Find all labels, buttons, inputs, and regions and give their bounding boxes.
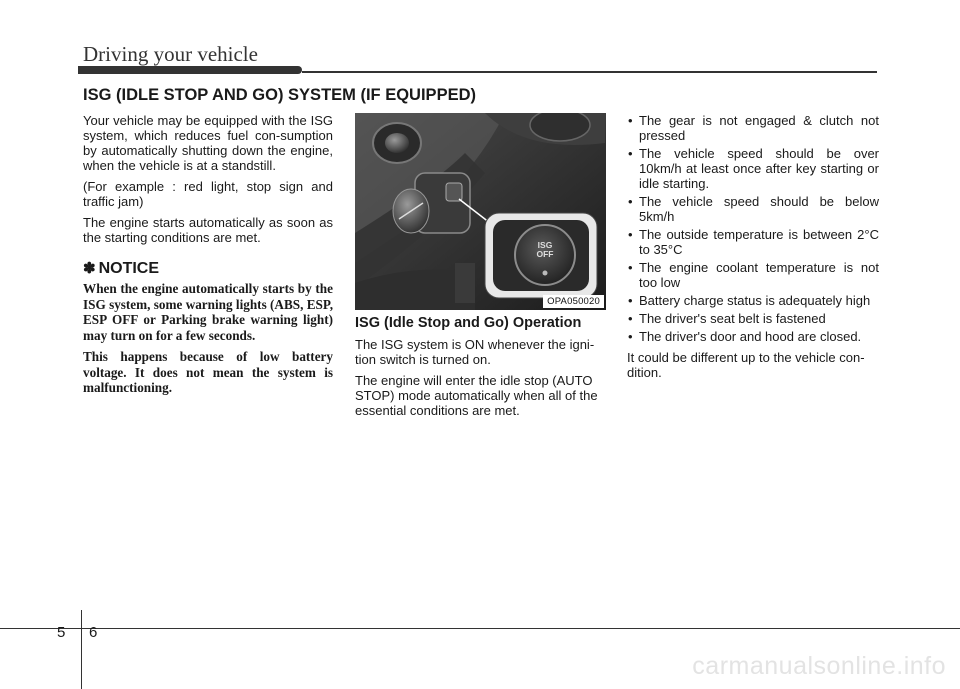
list-item: • The gear is not engaged & clutch not pressed [627, 113, 879, 143]
operation-paragraph-1: The ISG system is ON whenever the igni-tion switch is turned on. [355, 337, 595, 367]
header-bar [78, 66, 302, 74]
isg-switch-figure [355, 113, 606, 310]
chapter-number: 5 [57, 624, 66, 641]
list-item: • The engine coolant temperature is not too low [627, 260, 879, 290]
list-item: • Battery charge status is adequately high [627, 293, 879, 308]
isg-off-button [527, 241, 563, 259]
middle-column [355, 316, 605, 424]
left-column [83, 113, 333, 402]
example-paragraph: (For example : red light, stop sign and traffic jam) [83, 179, 333, 209]
list-item: • The vehicle speed should be below 5km/h [627, 194, 879, 224]
closing-paragraph: It could be different up to the vehicle con-dition. [627, 350, 865, 380]
right-column [627, 113, 879, 386]
notice-body-1: When the engine automatically starts by the ISG system, some warning lights (ABS, ESP, ESP OFF or Parking brake warning light) may turn on for a few seconds. [83, 281, 333, 343]
restart-paragraph: The engine starts automatically as soon as the starting conditions are met. [83, 215, 333, 245]
page-number: 6 [89, 624, 98, 641]
list-item: • The vehicle speed should be over 10km/h at least once after key starting or idle starting. [627, 146, 879, 191]
notice-title: NOTICE [98, 260, 160, 277]
conditions-list [627, 113, 879, 344]
section-title: ISG (IDLE STOP AND GO) SYSTEM (IF EQUIPPED) [83, 86, 476, 104]
operation-paragraph-2: The engine will enter the idle stop (AUTO STOP) mode automatically when all of the essential conditions are met. [355, 373, 598, 418]
intro-paragraph: Your vehicle may be equipped with the ISG system, which reduces fuel con-sumption by automatically shutting down the engine, when the vehicle is at a standstill. [83, 113, 333, 173]
list-item: • The driver's seat belt is fastened [627, 311, 879, 326]
notice-body-2: This happens because of low battery voltage. It does not mean the system is malfunctioning. [83, 349, 333, 395]
header-title: Driving your vehicle [83, 42, 258, 66]
figure-caption: OPA050020 [543, 295, 604, 308]
watermark: carmanualsonline.info [692, 652, 946, 680]
dashboard-illustration [355, 113, 606, 310]
header-rule [302, 71, 877, 73]
isg-button-label-2: OFF [536, 249, 554, 259]
footer-vertical-rule [81, 610, 82, 689]
list-item: • The driver's door and hood are closed. [627, 329, 879, 344]
footer-horizontal-rule [0, 628, 960, 629]
isg-button-label-1: ISG [537, 240, 553, 250]
list-item: • The outside temperature is between 2°C to 35°C [627, 227, 879, 257]
notice-star-icon: ✽ [83, 260, 96, 277]
notice-heading [83, 261, 333, 276]
operation-subheading: ISG (Idle Stop and Go) Operation [355, 315, 582, 331]
